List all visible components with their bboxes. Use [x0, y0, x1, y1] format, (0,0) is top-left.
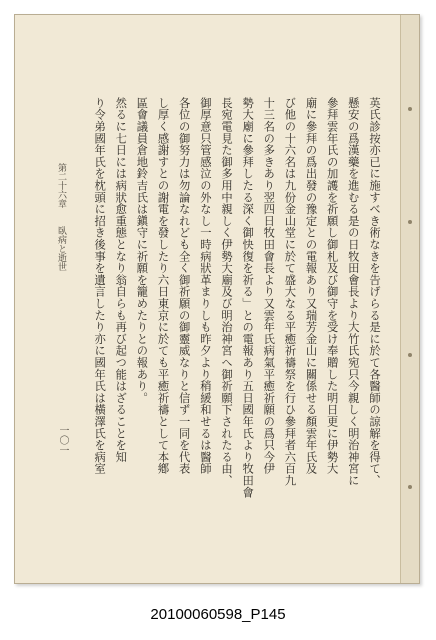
text-column: 懸安の爲漢藥を進むる是の日牧田會長より大竹氏宛只今親しく明治神宮に [346, 97, 360, 487]
stitch-hole [408, 353, 412, 357]
page-number: 一〇一 [57, 425, 68, 455]
text-column: し厚く感謝すとの謝電を發したり六日東京に於ても平癒祈禱として本鄕 [156, 97, 170, 475]
chapter-title: 臥病と逝世 [56, 226, 66, 271]
text-column: り令弟國年氏を枕頭に招き後事を遺言したり亦に國年氏は橫澤氏を病室 [93, 97, 107, 475]
text-column: 英氏診按亦已に施すべき術なきを告げらる是に於て各醫師の諒解を得て、 [367, 97, 381, 487]
document-page [14, 14, 420, 584]
stitch-hole [408, 485, 412, 489]
image-caption: 20100060598_P145 [150, 606, 286, 623]
chapter-label: 第二十六章 [56, 163, 66, 208]
text-column: び他の十六名は九份金山堂に於て盛大なる平癒祈禱祭を行ひ參拜者六百九 [283, 97, 297, 487]
text-column: 勢大廟に參拜したる深く御快復を祈る」との電報あり五日國年氏より牧田會 [241, 97, 255, 499]
stitch-hole [408, 107, 412, 111]
text-column: 區會議員倉地鈴吉氏は鎭守に祈願を籠めたりとの報あり。 [135, 97, 149, 404]
text-column: 參拜雲年氏の加護を祈願し御札及び御守を受け奉贈した明日更に伊勢大 [325, 97, 339, 475]
running-head [55, 163, 68, 271]
text-column: 廟に參拜の爲出發の豫定との電報あり又瑞芳金山に關係せる顏雲年氏及 [304, 97, 318, 475]
text-column: 然るに七日には病狀愈重態となり翁自らも再び起つ能はざることを知 [114, 97, 128, 463]
text-column: 御厚意只管感泣の外なし一時病狀革まりしも昨夕より稍緩和せるは醫師 [198, 97, 212, 475]
binding-strip [400, 15, 419, 583]
text-column: 十三名の多きあり翌四日牧田會長より又雲年氏病氣平癒祈願の爲只今伊 [262, 97, 276, 475]
stitch-hole [408, 220, 412, 224]
body-text [89, 97, 385, 502]
text-column: 各位の御努力は勿論なれども全く御祈願の御靈威なりと信ず一同を代表 [177, 97, 191, 475]
text-column: 長宛電見た御多用中親しく伊勢大廟及び明治神宮へ御祈願下されたる由、 [219, 97, 233, 487]
